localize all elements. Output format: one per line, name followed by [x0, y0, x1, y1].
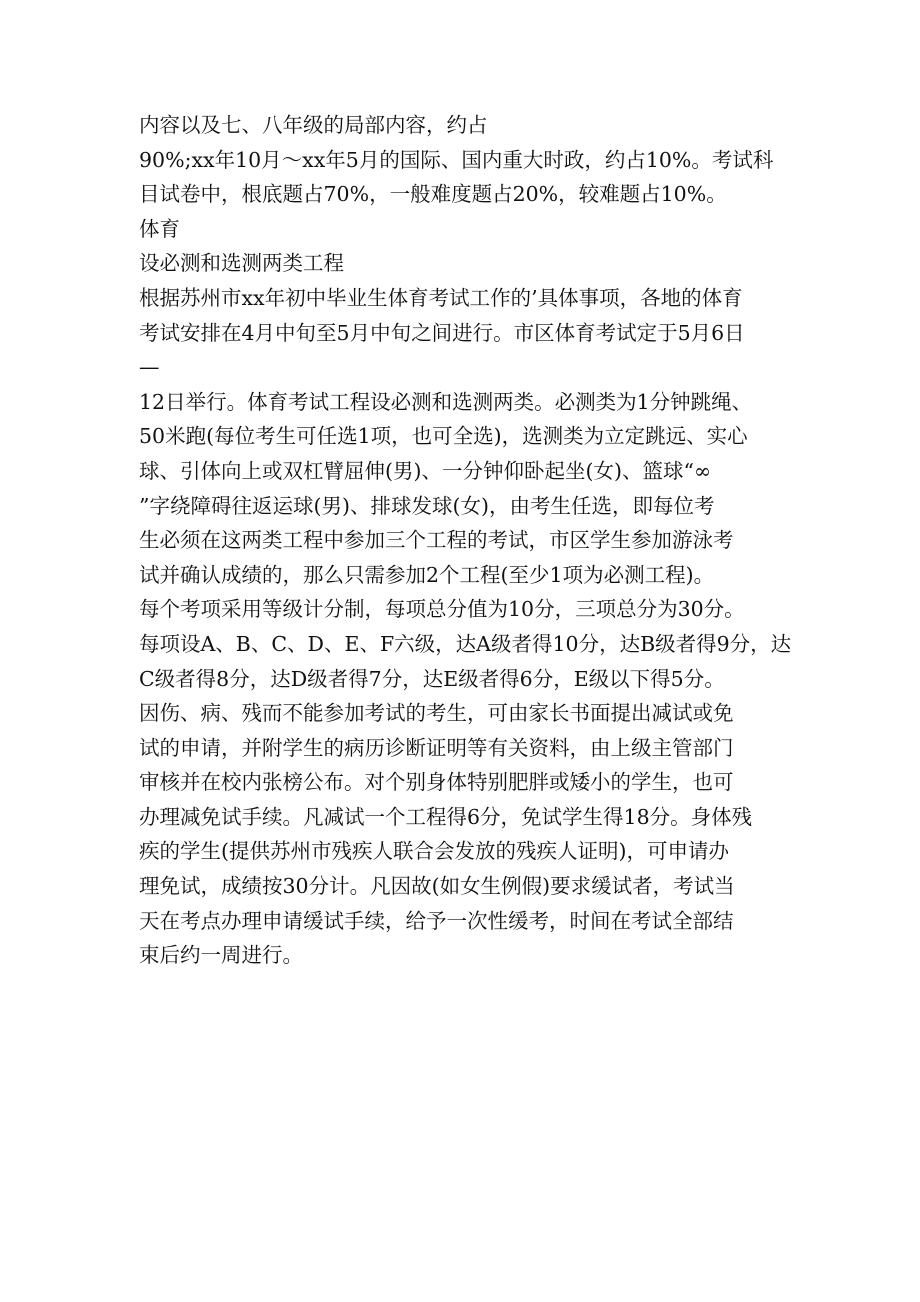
text-line: ”字绕障碍往返运球(男)、排球发球(女)，由考生任选，即每位考 — [139, 493, 715, 518]
document-body — [139, 108, 792, 973]
text-line: 因伤、病、残而不能参加考试的考生，可由家长书面提出减试或免 — [139, 701, 734, 726]
text-line: 50米跑(每位考生可任选1项，也可全选)，选测类为立定跳远、实心 — [139, 424, 748, 449]
text-line: 天在考点办理申请缓试手续，给予一次性缓考，时间在考试全部结 — [139, 908, 734, 933]
text-line: 12日举行。体育考试工程设必测和选测两类。必测类为1分钟跳绳、 — [139, 389, 753, 414]
text-line: 每项设A、B、C、D、E、F六级，达A级者得10分，达B级者得9分，达 — [139, 631, 792, 656]
text-line: 根据苏州市xx年初中毕业生体育考试工作的’具体事项，各地的体育 — [139, 285, 743, 310]
subheading-test-categories: 设必测和选测两类工程 — [139, 251, 344, 276]
text-line: 试的申请，并附学生的病历诊断证明等有关资料，由上级主管部门 — [139, 735, 734, 760]
text-line: 生必须在这两类工程中参加三个工程的考试，市区学生参加游泳考 — [139, 528, 734, 553]
text-line: 疾的学生(提供苏州市残疾人联合会发放的残疾人证明)，可申请办 — [139, 839, 729, 864]
text-line: 理免试，成绩按30分计。凡因故(如女生例假)要求缓试者，考试当 — [139, 874, 735, 899]
text-line: 内容以及七、八年级的局部内容，约占 — [139, 113, 488, 137]
text-line: 球、引体向上或双杠臂屈伸(男)、一分钟仰卧起坐(女)、篮球“∞ — [139, 458, 712, 483]
text-line: 90%;xx年10月～xx年5月的国际、国内重大时政，约占10%。考试科 — [139, 147, 774, 172]
text-line: 试并确认成绩的，那么只需参加2个工程(至少1项为必测工程)。 — [139, 562, 715, 587]
section-heading-sports: 体育 — [139, 216, 180, 241]
text-line: 目试卷中，根底题占70%，一般难度题占20%，较难题占10%。 — [139, 182, 727, 207]
text-line: 审核并在校内张榜公布。对个别身体特别肥胖或矮小的学生，也可 — [139, 770, 734, 795]
text-line: 考试安排在4月中旬至5月中旬之间进行。市区体育考试定于5月6日 — [139, 320, 745, 345]
text-line: 每个考项采用等级计分制，每项总分值为10分，三项总分为30分。 — [139, 597, 745, 622]
text-line: 办理减免试手续。凡减试一个工程得6分，免试学生得18分。身体残 — [139, 804, 753, 829]
text-line: 束后约一周进行。 — [139, 943, 303, 968]
text-line: — — [139, 355, 160, 380]
text-line: C级者得8分，达D级者得7分，达E级者得6分，E级以下得5分。 — [139, 666, 725, 691]
